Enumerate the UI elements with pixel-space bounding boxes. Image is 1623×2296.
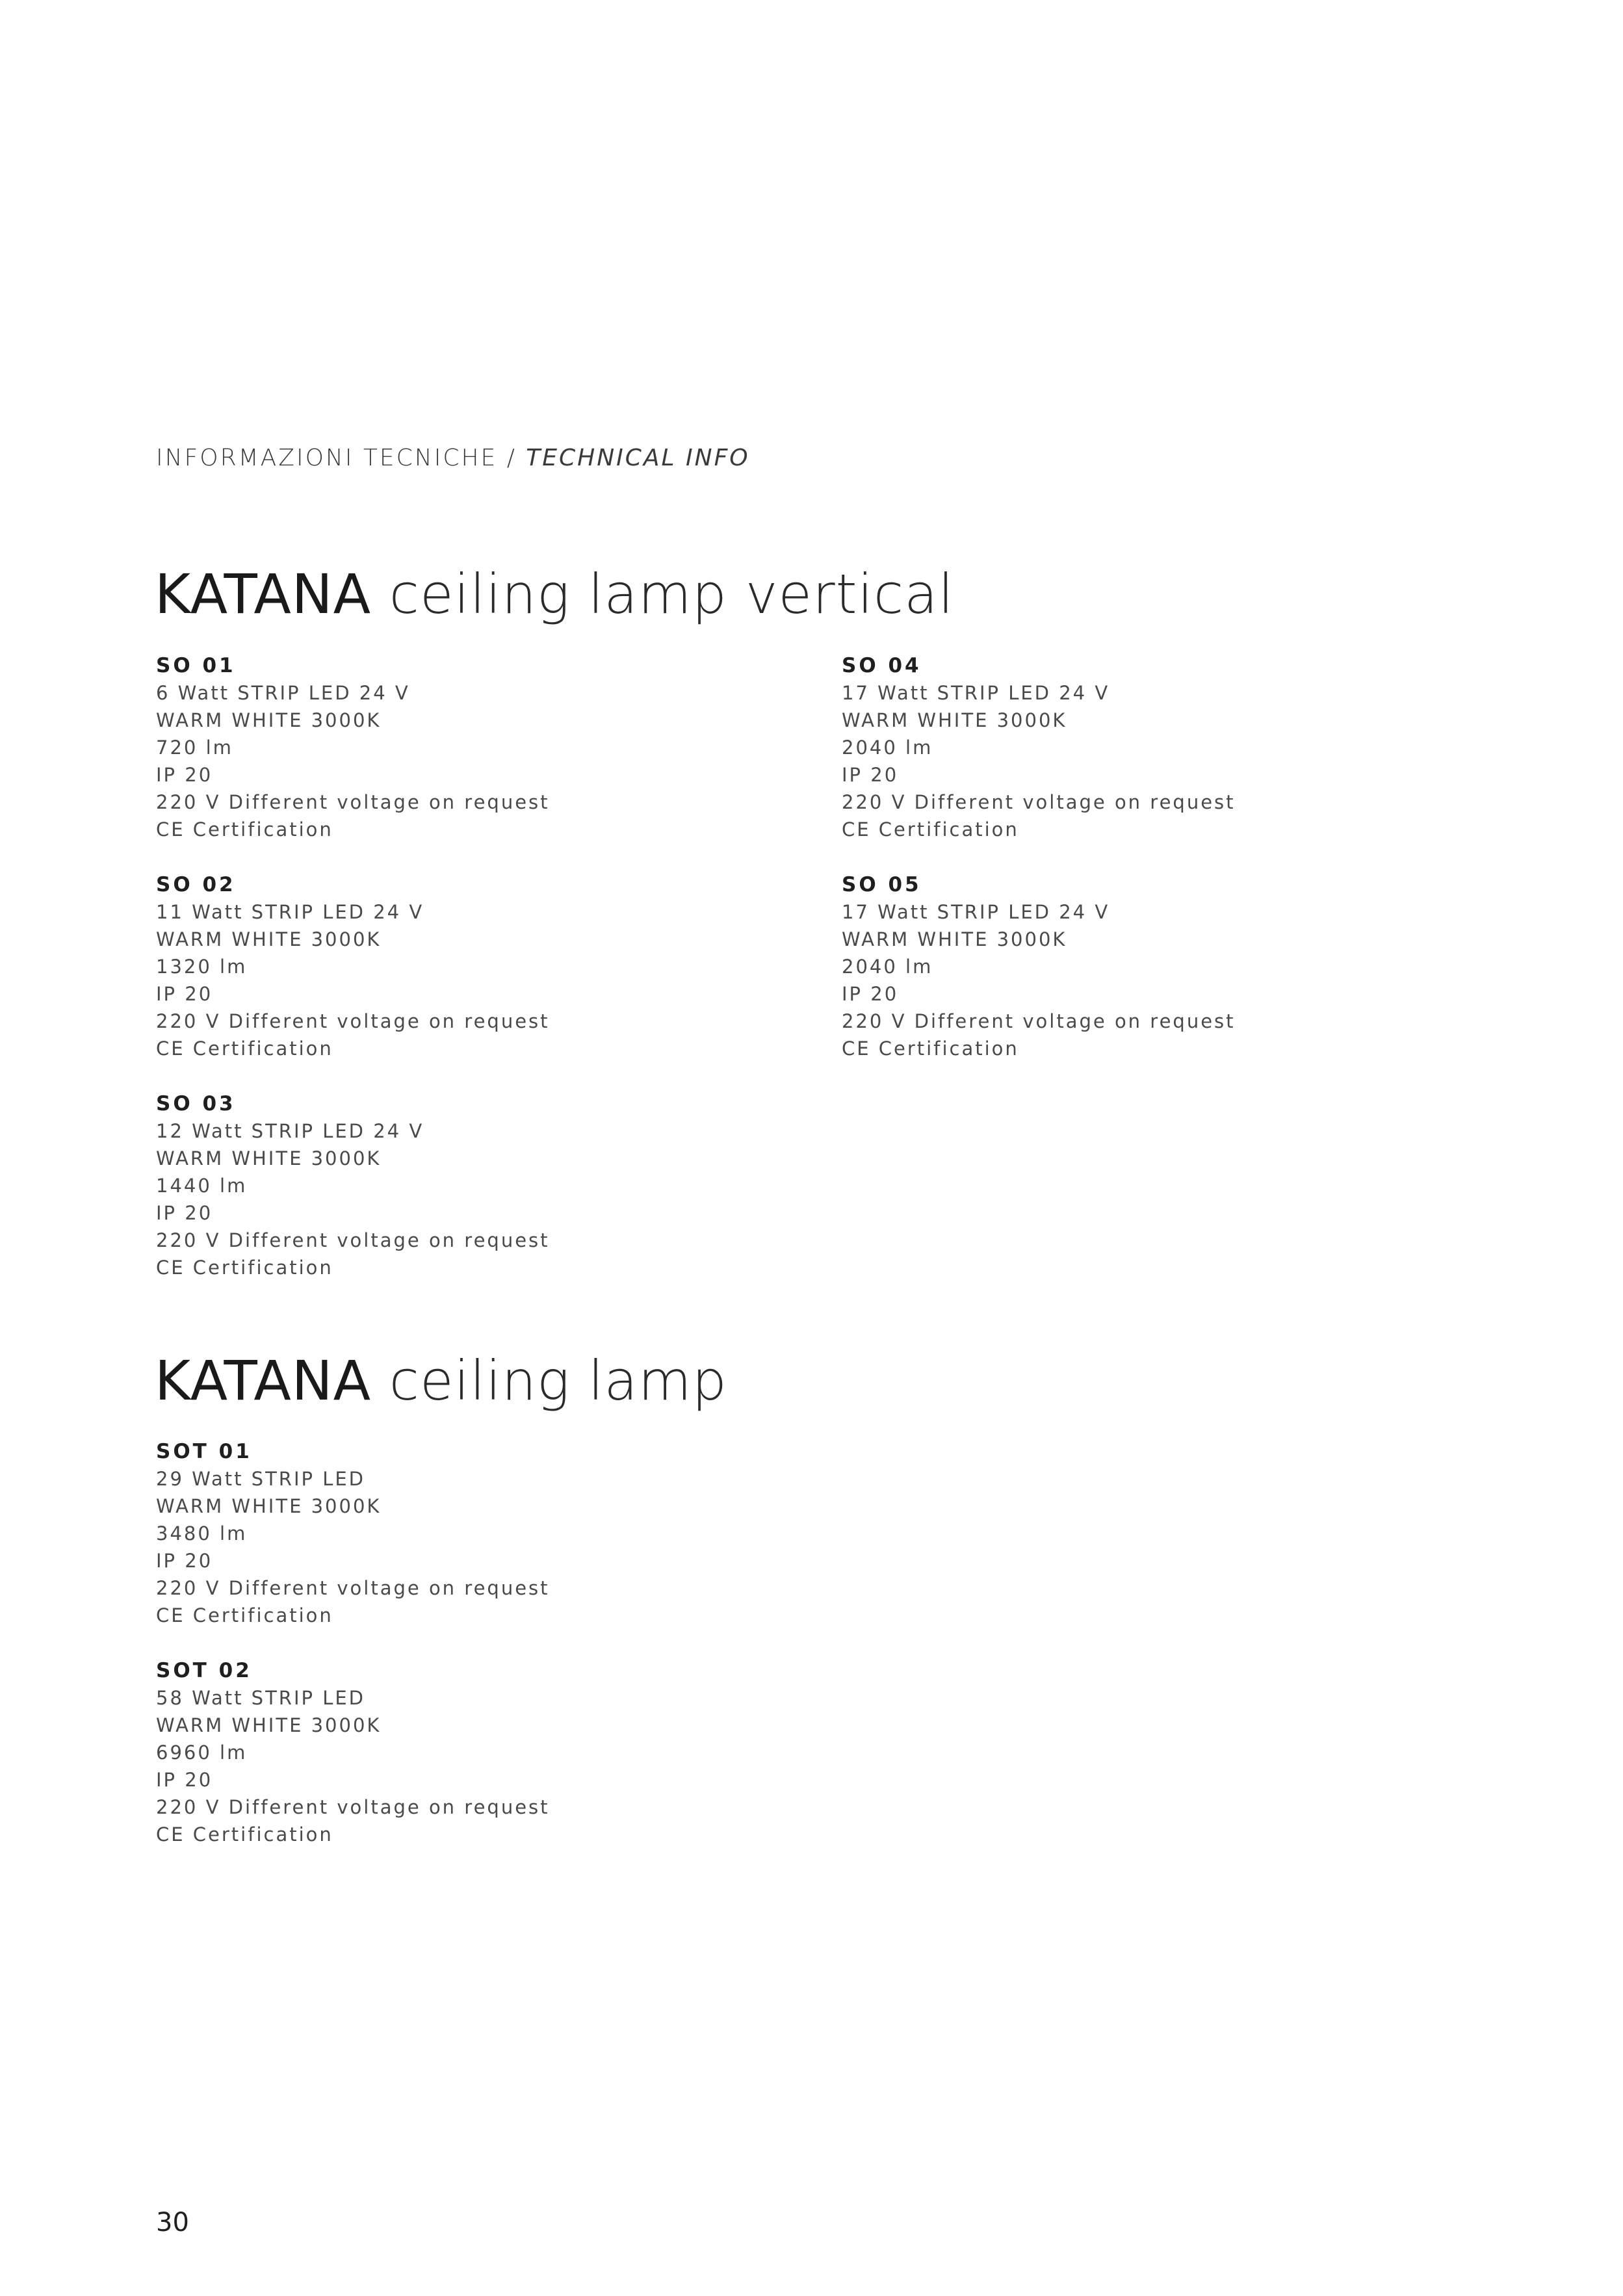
spec-code: SOT 01 xyxy=(156,1440,252,1463)
spec-ip: IP 20 xyxy=(842,764,899,786)
spec-lumen: 720 lm xyxy=(156,737,233,759)
spec-cert: CE Certification xyxy=(156,1604,333,1626)
spec-ip: IP 20 xyxy=(156,1769,213,1791)
spec-cert: CE Certification xyxy=(842,818,1019,841)
spec-voltage: 220 V Different voltage on request xyxy=(156,1229,550,1251)
spec-block-so-02 xyxy=(156,871,741,1062)
spec-power: 12 Watt STRIP LED 24 V xyxy=(156,1120,424,1142)
spec-voltage: 220 V Different voltage on request xyxy=(156,791,550,813)
spec-cert: CE Certification xyxy=(842,1037,1019,1060)
heading-ceiling-lamp xyxy=(155,1349,727,1413)
spec-color: WARM WHITE 3000K xyxy=(842,709,1067,731)
spec-color: WARM WHITE 3000K xyxy=(156,709,382,731)
spec-block-so-04 xyxy=(842,652,1427,843)
spec-color: WARM WHITE 3000K xyxy=(156,928,382,950)
spec-color: WARM WHITE 3000K xyxy=(156,1495,382,1517)
spec-cert: CE Certification xyxy=(156,1257,333,1279)
spec-voltage: 220 V Different voltage on request xyxy=(156,1010,550,1032)
section-label xyxy=(156,445,750,471)
spec-block-sot-01 xyxy=(156,1438,741,1629)
section-label-main: INFORMAZIONI TECNICHE / xyxy=(156,445,526,471)
heading-title: ceiling lamp vertical xyxy=(371,562,954,626)
spec-ip: IP 20 xyxy=(156,1550,213,1572)
section-label-italic: TECHNICAL INFO xyxy=(526,445,750,471)
spec-power: 17 Watt STRIP LED 24 V xyxy=(842,901,1110,923)
heading-brand: KATANA xyxy=(155,1349,372,1413)
spec-block-so-01 xyxy=(156,652,741,843)
spec-cert: CE Certification xyxy=(156,818,333,841)
spec-lumen: 1440 lm xyxy=(156,1175,248,1197)
spec-lumen: 6960 lm xyxy=(156,1742,248,1764)
spec-code: SOT 02 xyxy=(156,1659,252,1682)
spec-ip: IP 20 xyxy=(156,764,213,786)
page-number: 30 xyxy=(156,2208,189,2237)
heading-title: ceiling lamp xyxy=(371,1349,727,1413)
spec-power: 29 Watt STRIP LED xyxy=(156,1468,366,1490)
spec-voltage: 220 V Different voltage on request xyxy=(842,1010,1236,1032)
spec-ip: IP 20 xyxy=(156,1202,213,1224)
spec-voltage: 220 V Different voltage on request xyxy=(842,791,1236,813)
heading-brand: KATANA xyxy=(155,562,372,626)
spec-ip: IP 20 xyxy=(842,983,899,1005)
spec-color: WARM WHITE 3000K xyxy=(156,1147,382,1169)
spec-lumen: 1320 lm xyxy=(156,956,248,978)
spec-power: 58 Watt STRIP LED xyxy=(156,1687,366,1709)
spec-ip: IP 20 xyxy=(156,983,213,1005)
spec-code: SO 03 xyxy=(156,1092,236,1115)
spec-power: 11 Watt STRIP LED 24 V xyxy=(156,901,424,923)
spec-block-sot-02 xyxy=(156,1657,741,1848)
spec-code: SO 01 xyxy=(156,654,236,677)
spec-color: WARM WHITE 3000K xyxy=(842,928,1067,950)
spec-block-so-05 xyxy=(842,871,1427,1062)
spec-code: SO 05 xyxy=(842,873,922,896)
heading-ceiling-lamp-vertical xyxy=(155,562,954,626)
spec-block-so-03 xyxy=(156,1090,741,1281)
spec-code: SO 04 xyxy=(842,654,922,677)
spec-lumen: 3480 lm xyxy=(156,1522,248,1545)
spec-power: 6 Watt STRIP LED 24 V xyxy=(156,682,410,704)
spec-color: WARM WHITE 3000K xyxy=(156,1714,382,1736)
spec-cert: CE Certification xyxy=(156,1037,333,1060)
spec-voltage: 220 V Different voltage on request xyxy=(156,1577,550,1599)
spec-voltage: 220 V Different voltage on request xyxy=(156,1796,550,1818)
spec-cert: CE Certification xyxy=(156,1823,333,1846)
spec-lumen: 2040 lm xyxy=(842,737,933,759)
spec-power: 17 Watt STRIP LED 24 V xyxy=(842,682,1110,704)
spec-code: SO 02 xyxy=(156,873,236,896)
spec-lumen: 2040 lm xyxy=(842,956,933,978)
